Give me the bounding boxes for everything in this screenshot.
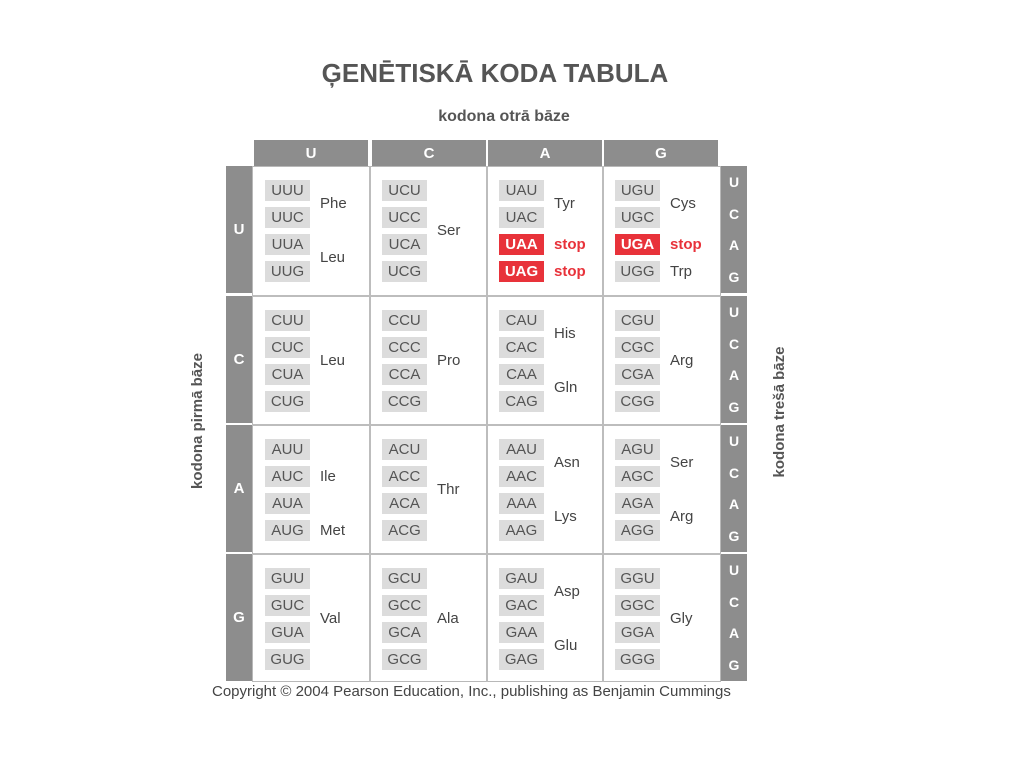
codon: CAU [499, 310, 544, 331]
amino-acid-label: Cys [670, 195, 696, 212]
amino-acid-label: Met [320, 521, 346, 539]
codon-cell [488, 554, 602, 681]
codon: UUG [265, 261, 310, 282]
stop-label: stop [554, 262, 586, 280]
codon: CGU [615, 310, 660, 331]
codon-cell [604, 296, 718, 423]
amino-acid-label: Ser [670, 454, 694, 471]
codon: CGC [615, 337, 660, 358]
codon: CUA [265, 364, 310, 385]
codon: UCC [382, 207, 427, 228]
first-base-header-g: G [226, 554, 252, 681]
codon-cell [371, 554, 485, 681]
codon: CGA [615, 364, 660, 385]
codon: CUC [265, 337, 310, 358]
third-base-header-row-g [721, 554, 747, 681]
codon: CCC [382, 337, 427, 358]
amino-acid-label: Asp [554, 583, 580, 600]
codon: GAA [499, 622, 544, 643]
third-base-label: G [728, 657, 740, 674]
amino-acid-label: Leu [320, 352, 346, 369]
codon: UGC [615, 207, 660, 228]
codon: GGC [615, 595, 660, 616]
amino-acid-label: Thr [437, 481, 460, 498]
codon: ACU [382, 439, 427, 460]
amino-acid-label: Tyr [554, 195, 575, 212]
codon: UUU [265, 180, 310, 201]
amino-acid-label: Asn [554, 454, 580, 471]
codon: GCU [382, 568, 427, 589]
codon: CGG [615, 391, 660, 412]
third-base-label: U [728, 561, 740, 578]
codon-cell [371, 296, 485, 423]
amino-acid-label: Arg [670, 508, 694, 525]
stop-label: stop [670, 235, 702, 253]
codon: UCG [382, 261, 427, 282]
third-base-label: C [728, 335, 740, 352]
codon: ACG [382, 520, 427, 541]
codon: AUA [265, 493, 310, 514]
first-base-axis-label: kodona pirmā bāze [189, 353, 206, 489]
codon-cell [488, 425, 602, 552]
codon: GUA [265, 622, 310, 643]
third-base-label: C [728, 205, 740, 222]
second-base-header-g: G [604, 140, 718, 166]
third-base-label: G [728, 269, 740, 286]
codon: AAC [499, 466, 544, 487]
stop-codon: UAA [499, 234, 544, 255]
codon-cell [254, 166, 368, 293]
stop-codon: UAG [499, 261, 544, 282]
third-base-label: A [728, 367, 740, 384]
codon: UUA [265, 234, 310, 255]
amino-acid-label: His [554, 325, 576, 342]
third-base-label: U [728, 173, 740, 190]
codon: CUG [265, 391, 310, 412]
codon: UGG [615, 261, 660, 282]
codon: GAC [499, 595, 544, 616]
codon: GCC [382, 595, 427, 616]
amino-acid-label: Ala [437, 610, 459, 627]
amino-acid-label: Leu [320, 249, 346, 266]
codon: CCU [382, 310, 427, 331]
codon: UUC [265, 207, 310, 228]
codon: UCU [382, 180, 427, 201]
third-base-axis-label: kodona trešā bāze [771, 346, 788, 478]
codon: ACA [382, 493, 427, 514]
codon: AGU [615, 439, 660, 460]
second-base-header-c: C [372, 140, 486, 166]
third-base-label: A [728, 496, 740, 513]
amino-acid-label: Ser [437, 222, 461, 239]
codon-cell [604, 425, 718, 552]
codon-cell [604, 166, 718, 293]
third-base-header-row-a [721, 425, 747, 552]
copyright-notice: Copyright © 2004 Pearson Education, Inc., publishing as Benjamin Cummings [212, 683, 731, 700]
codon: GUG [265, 649, 310, 670]
codon: UCA [382, 234, 427, 255]
third-base-label: C [728, 464, 740, 481]
codon: AUC [265, 466, 310, 487]
first-base-header-c: C [226, 296, 252, 423]
codon: CAC [499, 337, 544, 358]
first-base-header-u: U [226, 166, 252, 293]
amino-acid-label: Lys [554, 508, 577, 525]
third-base-label: A [728, 625, 740, 642]
codon-cell [604, 554, 718, 681]
codon: AGC [615, 466, 660, 487]
first-base-header-a: A [226, 425, 252, 552]
codon: AAG [499, 520, 544, 541]
third-base-label: C [728, 593, 740, 610]
amino-acid-label: Gln [554, 379, 578, 396]
codon-cell [254, 425, 368, 552]
second-base-header-a: A [488, 140, 602, 166]
codon: CAG [499, 391, 544, 412]
third-base-label: U [728, 303, 740, 320]
third-base-label: U [728, 432, 740, 449]
codon: UGU [615, 180, 660, 201]
amino-acid-label: Trp [670, 262, 692, 280]
page-title: ĢENĒTISKĀ KODA TABULA [321, 58, 669, 88]
codon: AUG [265, 520, 310, 541]
codon: GGG [615, 649, 660, 670]
codon: ACC [382, 466, 427, 487]
codon: CCG [382, 391, 427, 412]
codon: GUU [265, 568, 310, 589]
codon: CAA [499, 364, 544, 385]
third-base-label: A [728, 237, 740, 254]
codon: GGU [615, 568, 660, 589]
codon-cell [254, 554, 368, 681]
stop-codon: UGA [615, 234, 660, 255]
codon: AAA [499, 493, 544, 514]
second-base-axis-label: kodona otrā bāze [438, 108, 570, 125]
third-base-header-row-c [721, 296, 747, 423]
second-base-header-u: U [254, 140, 368, 166]
amino-acid-label: Arg [670, 352, 694, 369]
amino-acid-label: Phe [320, 195, 347, 212]
codon: GCG [382, 649, 427, 670]
codon-cell [371, 166, 485, 293]
amino-acid-label: Ile [320, 467, 336, 485]
codon: CCA [382, 364, 427, 385]
third-base-label: G [728, 399, 740, 416]
codon: AGA [615, 493, 660, 514]
codon: CUU [265, 310, 310, 331]
codon: AAU [499, 439, 544, 460]
codon-cell [371, 425, 485, 552]
codon: GAG [499, 649, 544, 670]
amino-acid-label: Val [320, 610, 341, 627]
third-base-header-row-u [721, 166, 747, 293]
codon: GUC [265, 595, 310, 616]
amino-acid-label: Gly [670, 610, 693, 627]
codon: AUU [265, 439, 310, 460]
codon: GGA [615, 622, 660, 643]
amino-acid-label: Glu [554, 637, 578, 654]
codon: UAC [499, 207, 544, 228]
codon: GCA [382, 622, 427, 643]
stop-label: stop [554, 235, 586, 253]
third-base-label: G [728, 528, 740, 545]
codon: UAU [499, 180, 544, 201]
codon: AGG [615, 520, 660, 541]
codon-cell [488, 296, 602, 423]
codon-cell [488, 166, 602, 293]
amino-acid-label: Pro [437, 352, 461, 369]
codon-cell [254, 296, 368, 423]
codon: GAU [499, 568, 544, 589]
